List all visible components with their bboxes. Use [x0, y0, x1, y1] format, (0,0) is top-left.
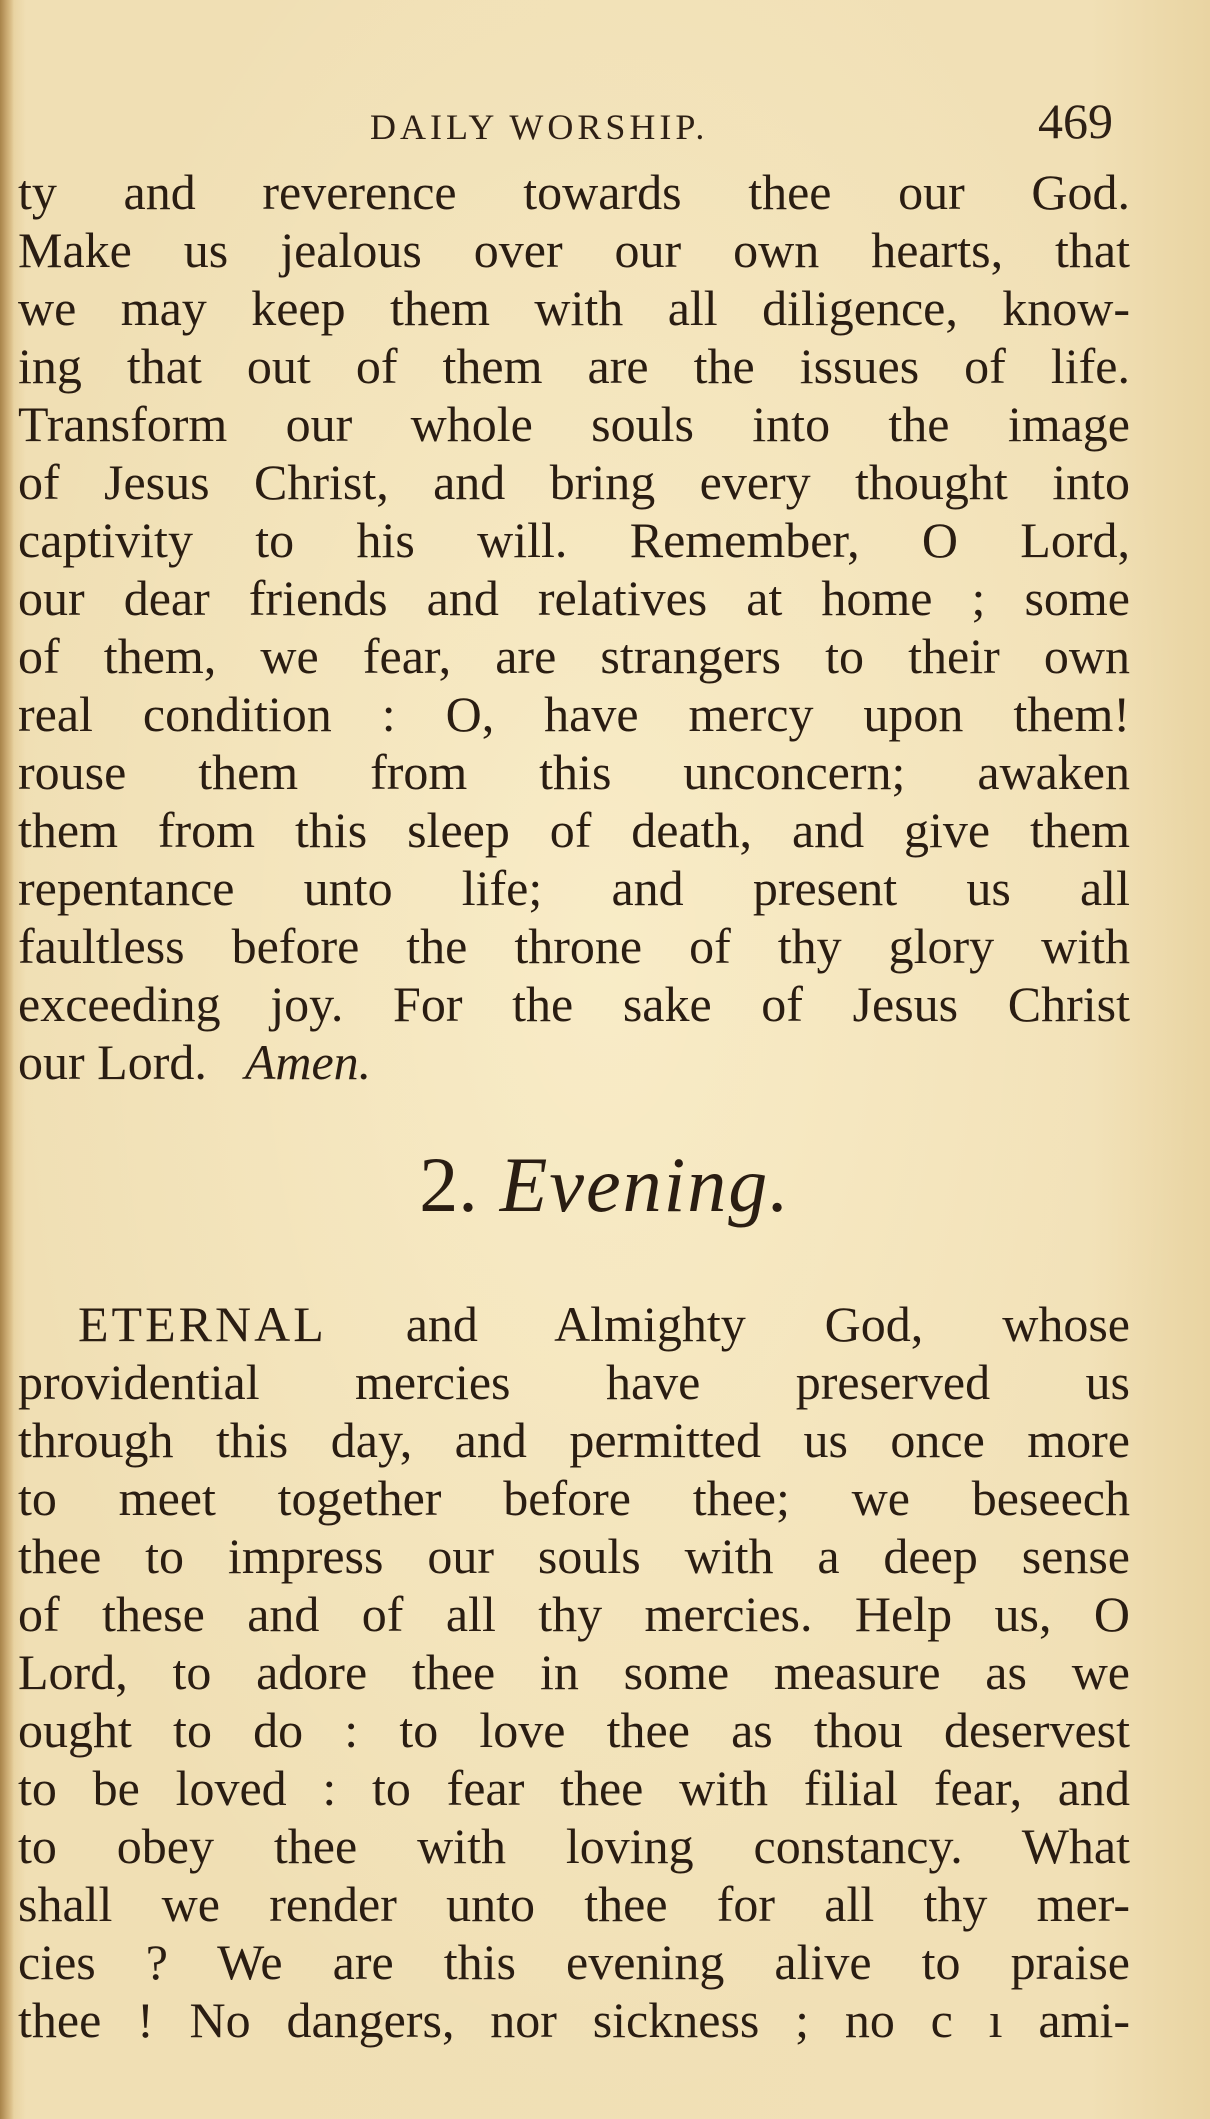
- text-line: we may keep them with all diligence, know-: [18, 280, 1130, 336]
- text-line: of them, we fear, are strangers to their own: [18, 628, 1130, 684]
- text-line: faultless before the throne of thy glory with: [18, 918, 1130, 974]
- text-line: ought to do : to love thee as thou deservest: [18, 1702, 1130, 1758]
- text-line: to be loved : to fear thee with filial fear, and: [18, 1760, 1130, 1816]
- text-line: exceeding joy. For the sake of Jesus Christ: [18, 976, 1130, 1032]
- text-line: rouse them from this unconcern; awaken: [18, 744, 1130, 800]
- text-line: them from this sleep of death, and give them: [18, 802, 1130, 858]
- page-binding-edge: [0, 0, 14, 2119]
- first-line-rest: and Almighty God, whose: [405, 1296, 1130, 1352]
- page-number: 469: [1038, 93, 1113, 149]
- text-line-first: [78, 1295, 1130, 1353]
- section-number: 2.: [419, 1141, 478, 1228]
- text-line: cies ? We are this evening alive to praise: [18, 1934, 1130, 1990]
- text-line: providential mercies have preserved us: [18, 1354, 1130, 1410]
- text-line: through this day, and permitted us once more: [18, 1412, 1130, 1468]
- text-line: of Jesus Christ, and bring every thought into: [18, 454, 1130, 510]
- text-line: real condition : O, have mercy upon them!: [18, 686, 1130, 742]
- lead-word: ETERNAL: [78, 1296, 327, 1352]
- text-line: ty and reverence towards thee our God.: [18, 164, 1130, 220]
- section-heading: [0, 1135, 1210, 1235]
- page-header: [0, 92, 1210, 162]
- text-line: thee ! No dangers, nor sickness ; no c ı ami-: [18, 1992, 1130, 2048]
- text-line: Transform our whole souls into the image: [18, 396, 1130, 452]
- amen-word: Amen.: [244, 1034, 372, 1090]
- text-line: to meet together before thee; we beseech: [18, 1470, 1130, 1526]
- text-line: repentance unto life; and present us all: [18, 860, 1130, 916]
- text-line: shall we render unto thee for all thy mer-: [18, 1876, 1130, 1932]
- running-head: DAILY WORSHIP.: [370, 107, 709, 147]
- section-title: Evening.: [499, 1141, 791, 1228]
- text-line: to obey thee with loving constancy. What: [18, 1818, 1130, 1874]
- closing-text: our Lord.: [18, 1034, 207, 1090]
- text-line: Make us jealous over our own hearts, that: [18, 222, 1130, 278]
- text-line: ing that out of them are the issues of life.: [18, 338, 1130, 394]
- text-line: our dear friends and relatives at home ; some: [18, 570, 1130, 626]
- text-line-closing: [18, 1033, 1130, 1091]
- text-line: Lord, to adore thee in some measure as we: [18, 1644, 1130, 1700]
- text-line: captivity to his will. Remember, O Lord,: [18, 512, 1130, 568]
- text-line: of these and of all thy mercies. Help us, O: [18, 1586, 1130, 1642]
- text-line: thee to impress our souls with a deep sense: [18, 1528, 1130, 1584]
